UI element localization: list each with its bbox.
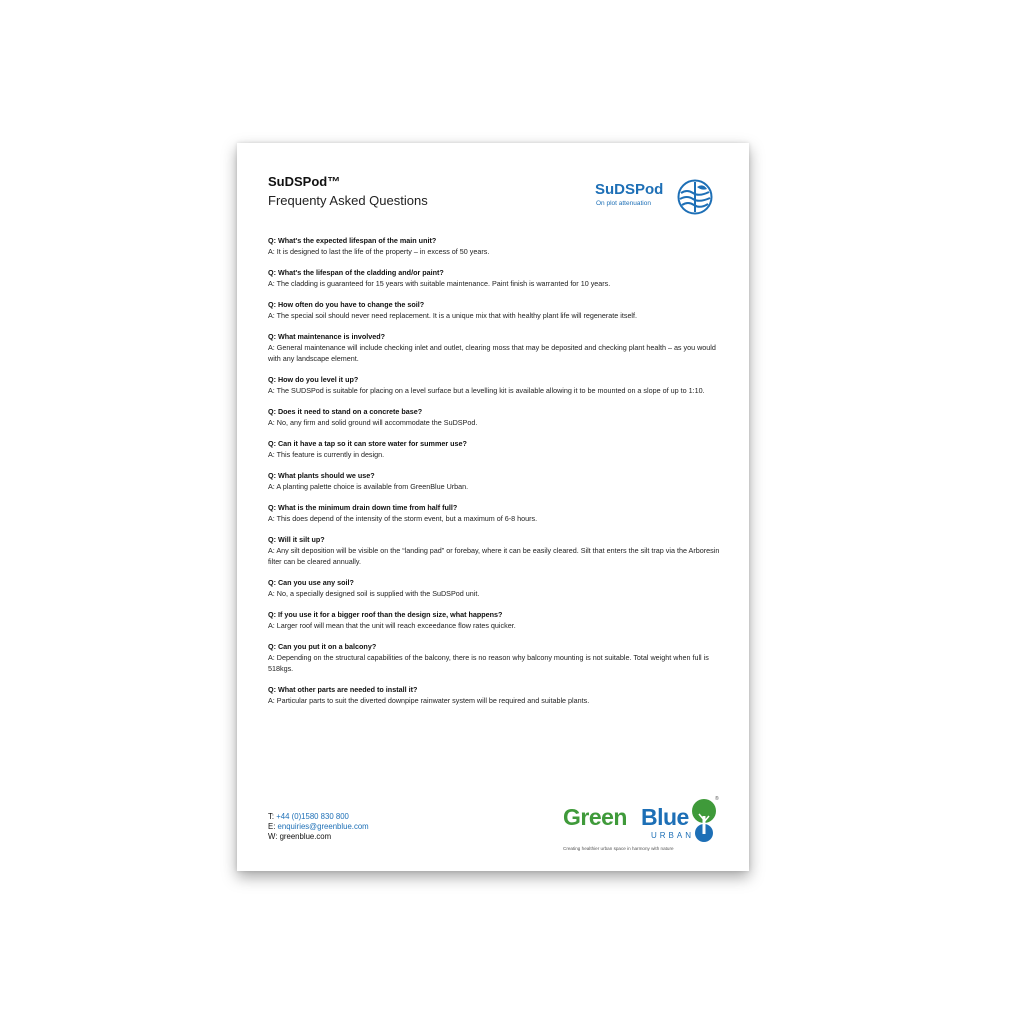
sudspod-logo-tagline: On plot attenuation — [596, 200, 651, 207]
faq-question: Q: What is the minimum drain down time from half full? — [268, 503, 458, 512]
faq-question: Q: Can it have a tap so it can store water for summer use? — [268, 439, 467, 448]
faq-item — [268, 267, 723, 289]
contact-web-link[interactable]: greenblue.com — [279, 832, 332, 841]
page-title: SuDSPod™ — [268, 174, 341, 189]
faq-document-page — [237, 143, 749, 871]
greenblue-urban-logo — [563, 798, 723, 858]
contact-email-link[interactable]: enquiries@greenblue.com — [277, 822, 369, 831]
faq-item — [268, 235, 723, 257]
faq-question: Q: Will it silt up? — [268, 535, 325, 544]
faq-answer: A: The SUDSPod is suitable for placing on a level surface but a levelling kit is available allowing it to be mounted on a slope of up to 1:10. — [268, 386, 705, 395]
faq-answer: A: A planting palette choice is available from GreenBlue Urban. — [268, 482, 469, 491]
page-subtitle: Frequenty Asked Questions — [268, 193, 428, 208]
faq-question: Q: Can you put it on a balcony? — [268, 642, 377, 651]
faq-question: Q: If you use it for a bigger roof than the design size, what happens? — [268, 610, 503, 619]
faq-question: Q: What maintenance is involved? — [268, 332, 386, 341]
contact-email — [268, 822, 369, 832]
greenblue-strapline: Creating healthier urban space in harmony with nature — [563, 846, 674, 851]
greenblue-logo-green: Green — [563, 804, 627, 830]
greenblue-logo-urban: URBAN — [651, 831, 695, 840]
faq-item — [268, 684, 723, 706]
faq-answer: A: No, a specially designed soil is supplied with the SuDSPod unit. — [268, 589, 480, 598]
contact-block — [268, 812, 369, 842]
faq-item — [268, 534, 723, 567]
faq-question: Q: Can you use any soil? — [268, 578, 354, 587]
sudspod-logo — [595, 179, 715, 217]
faq-answer: A: Larger roof will mean that the unit will reach exceedance flow rates quicker. — [268, 621, 516, 630]
faq-answer: A: Any silt deposition will be visible on the “landing pad” or forebay, where it can be easily cleared. Silt that enters the silt trap via the Arboresin filter can be cleared annually. — [268, 546, 720, 566]
faq-item — [268, 438, 723, 460]
tree-icon — [689, 798, 719, 844]
faq-question: Q: What's the lifespan of the cladding and/or paint? — [268, 268, 444, 277]
faq-answer: A: This feature is currently in design. — [268, 450, 385, 459]
faq-question: Q: What other parts are needed to install it? — [268, 685, 418, 694]
faq-question: Q: Does it need to stand on a concrete base? — [268, 407, 423, 416]
contact-phone-label: T: — [268, 812, 275, 821]
sudspod-emblem-icon — [677, 179, 713, 215]
faq-answer: A: General maintenance will include checking inlet and outlet, clearing moss that may be deposited and checking plant health – as you would with any landscape element. — [268, 343, 716, 363]
faq-item — [268, 299, 723, 321]
faq-item — [268, 502, 723, 524]
contact-web-label: W: — [268, 832, 278, 841]
faq-item — [268, 406, 723, 428]
contact-web — [268, 832, 369, 842]
faq-answer: A: It is designed to last the life of the property – in excess of 50 years. — [268, 247, 490, 256]
faq-answer: A: This does depend of the intensity of the storm event, but a maximum of 6-8 hours. — [268, 514, 538, 523]
faq-list — [268, 235, 723, 716]
faq-question: Q: How often do you have to change the soil? — [268, 300, 425, 309]
faq-question: Q: What's the expected lifespan of the main unit? — [268, 236, 437, 245]
contact-email-label: E: — [268, 822, 276, 831]
faq-item — [268, 331, 723, 364]
faq-item — [268, 609, 723, 631]
registered-mark: ® — [715, 796, 719, 802]
faq-item — [268, 470, 723, 492]
faq-item — [268, 641, 723, 674]
faq-answer: A: Depending on the structural capabilities of the balcony, there is no reason why balcony mounting is not suitable. Total weight when full is 518kgs. — [268, 653, 709, 673]
sudspod-logo-word: SuDSPod — [595, 181, 664, 198]
faq-question: Q: How do you level it up? — [268, 375, 359, 384]
contact-phone — [268, 812, 369, 822]
faq-question: Q: What plants should we use? — [268, 471, 375, 480]
contact-phone-value[interactable]: +44 (0)1580 830 800 — [276, 812, 349, 821]
faq-item — [268, 577, 723, 599]
faq-answer: A: The cladding is guaranteed for 15 years with suitable maintenance. Paint finish is warranted for 10 years. — [268, 279, 611, 288]
faq-answer: A: Particular parts to suit the diverted downpipe rainwater system will be required and suitable plants. — [268, 696, 590, 705]
faq-item — [268, 374, 723, 396]
faq-answer: A: The special soil should never need replacement. It is a unique mix that with healthy plant life will regenerate itself. — [268, 311, 638, 320]
faq-answer: A: No, any firm and solid ground will accommodate the SuDSPod. — [268, 418, 478, 427]
greenblue-logo-blue: Blue — [641, 804, 689, 830]
